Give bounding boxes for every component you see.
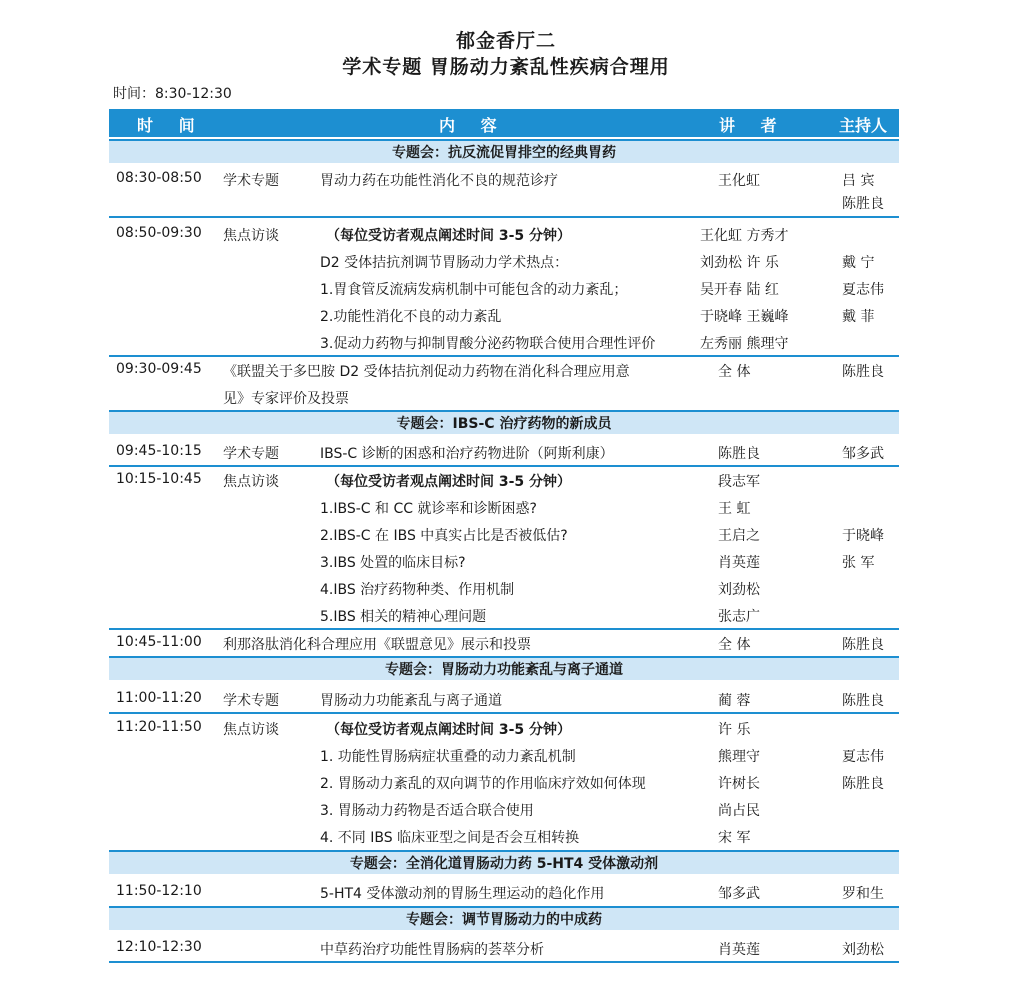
row-item: 2. 胃肠动力紊乱的双向调节的作用临床疗效如何体现: [320, 776, 646, 792]
row-speaker: 肖英莲: [718, 555, 760, 571]
row-divider: [109, 465, 899, 467]
row-speaker: 刘劲松 许 乐: [700, 255, 779, 271]
row-speaker: 全 体: [718, 637, 751, 653]
row-item: 4.IBS 治疗药物种类、作用机制: [320, 582, 515, 598]
row-speaker: 王启之: [718, 528, 760, 544]
session-header: 专题会：调节胃肠动力的中成药: [109, 906, 899, 930]
row-time: 10:45-11:00: [116, 634, 202, 650]
row-host: 陈胜良: [842, 693, 884, 709]
row-speaker: 许树长: [718, 776, 760, 792]
row-host: 陈胜良: [842, 637, 884, 653]
row-item: 2.IBS-C 在 IBS 中真实占比是否被低估?: [320, 528, 568, 544]
row-time: 12:10-12:30: [116, 939, 202, 955]
session-header: 专题会：IBS-C 治疗药物的新成员: [109, 410, 899, 434]
row-divider: [109, 216, 899, 218]
row-speaker: 宋 军: [718, 830, 751, 846]
row-item: 3.促动力药物与抑制胃酸分泌药物联合使用合理性评价: [320, 336, 656, 352]
row-speaker: 熊理守: [718, 749, 760, 765]
row-speaker: 肖英莲: [718, 942, 760, 958]
row-content: 5-HT4 受体激动剂的胃肠生理运动的趋化作用: [320, 886, 605, 902]
program-title: 学术专题 胃肠动力紊乱性疾病合理用: [342, 56, 670, 78]
row-speaker: 段志军: [718, 474, 760, 490]
row-lead: （每位受访者观点阐述时间 3-5 分钟）: [326, 722, 572, 738]
row-item: 4. 不同 IBS 临床亚型之间是否会互相转换: [320, 830, 580, 846]
session-header: 专题会：全消化道胃肠动力药 5-HT4 受体激动剂: [109, 850, 899, 874]
header-speaker: 讲 者: [719, 116, 787, 135]
venue-title: 郁金香厅二: [455, 30, 556, 52]
row-speaker: 许 乐: [718, 722, 751, 738]
row-host: 夏志伟: [842, 749, 884, 765]
row-lead: （每位受访者观点阐述时间 3-5 分钟）: [326, 474, 572, 490]
row-content: 胃动力药在功能性消化不良的规范诊疗: [320, 173, 558, 189]
row-type: 焦点访谈: [223, 474, 279, 490]
row-host: 于晓峰: [842, 528, 884, 544]
row-speaker: 于晓峰 王巍峰: [700, 309, 789, 325]
row-host: 戴 宁: [842, 255, 875, 271]
row-host: 夏志伟: [842, 282, 884, 298]
row-speaker: 王化虹: [718, 173, 760, 189]
row-content: 见》专家评价及投票: [223, 391, 349, 407]
row-speaker: 左秀丽 熊理守: [700, 336, 789, 352]
row-item: 1. 功能性胃肠病症状重叠的动力紊乱机制: [320, 749, 576, 765]
header-host: 主持人: [839, 116, 888, 135]
row-speaker: 邹多武: [718, 886, 760, 902]
row-lead: （每位受访者观点阐述时间 3-5 分钟）: [326, 228, 572, 244]
row-type: 学术专题: [223, 173, 279, 189]
row-divider: [109, 628, 899, 630]
row-time: 08:30-08:50: [116, 170, 202, 186]
row-host: 陈胜良: [842, 364, 884, 380]
row-speaker: 刘劲松: [718, 582, 760, 598]
row-host: 邹多武: [842, 446, 884, 462]
row-item: D2 受体拮抗剂调节胃肠动力学术热点：: [320, 255, 569, 271]
row-item: 1.胃食管反流病发病机制中可能包含的动力紊乱；: [320, 282, 628, 298]
row-type: 焦点访谈: [223, 228, 279, 244]
session-header: 专题会：胃肠动力功能紊乱与离子通道: [109, 656, 899, 680]
row-speaker: 王 虹: [718, 501, 751, 517]
row-speaker: 张志广: [718, 609, 760, 625]
row-type: 焦点访谈: [223, 722, 279, 738]
row-host: 戴 菲: [842, 309, 875, 325]
row-time: 10:15-10:45: [116, 471, 202, 487]
row-content: 胃肠动力功能紊乱与离子通道: [320, 693, 502, 709]
row-time: 08:50-09:30: [116, 225, 202, 241]
row-time: 09:30-09:45: [116, 361, 202, 377]
row-item: 3.IBS 处置的临床目标?: [320, 555, 466, 571]
row-time: 11:50-12:10: [116, 883, 202, 899]
row-item: 5.IBS 相关的精神心理问题: [320, 609, 487, 625]
session-header: 专题会：抗反流促胃排空的经典胃药: [109, 139, 899, 163]
row-host: 陈胜良: [842, 196, 884, 212]
row-type: 学术专题: [223, 446, 279, 462]
row-speaker: 陈胜良: [718, 446, 760, 462]
row-host: 刘劲松: [842, 942, 884, 958]
row-speaker: 全 体: [718, 364, 751, 380]
row-content: 中草药治疗功能性胃肠病的荟萃分析: [320, 942, 544, 958]
row-time: 11:20-11:50: [116, 719, 202, 735]
row-content: 利那洛肽消化科合理应用《联盟意见》展示和投票: [223, 637, 531, 653]
row-divider: [109, 355, 899, 357]
row-time: 09:45-10:15: [116, 443, 202, 459]
table-bottom-border: [109, 961, 899, 963]
row-content: 《联盟关于多巴胺 D2 受体拮抗剂促动力药物在消化科合理应用意: [223, 364, 630, 380]
row-time: 11:00-11:20: [116, 690, 202, 706]
header-time: 时 间: [137, 116, 205, 135]
row-host: 吕 宾: [842, 173, 875, 189]
row-divider: [109, 712, 899, 714]
row-item: 2.功能性消化不良的动力紊乱: [320, 309, 502, 325]
row-host: 张 军: [842, 555, 875, 571]
time-label: 时间：8:30-12:30: [113, 86, 232, 102]
table-header: [109, 109, 899, 137]
row-host: 罗和生: [842, 886, 884, 902]
row-item: 1.IBS-C 和 CC 就诊率和诊断困惑?: [320, 501, 537, 517]
row-speaker: 吴开春 陆 红: [700, 282, 779, 298]
row-speaker: 王化虹 方秀才: [700, 228, 789, 244]
row-host: 陈胜良: [842, 776, 884, 792]
row-content: IBS-C 诊断的困惑和治疗药物进阶（阿斯利康）: [320, 446, 614, 462]
row-type: 学术专题: [223, 693, 279, 709]
row-speaker: 蔺 蓉: [718, 693, 751, 709]
row-item: 3. 胃肠动力药物是否适合联合使用: [320, 803, 534, 819]
header-content: 内 容: [439, 116, 507, 135]
row-speaker: 尚占民: [718, 803, 760, 819]
